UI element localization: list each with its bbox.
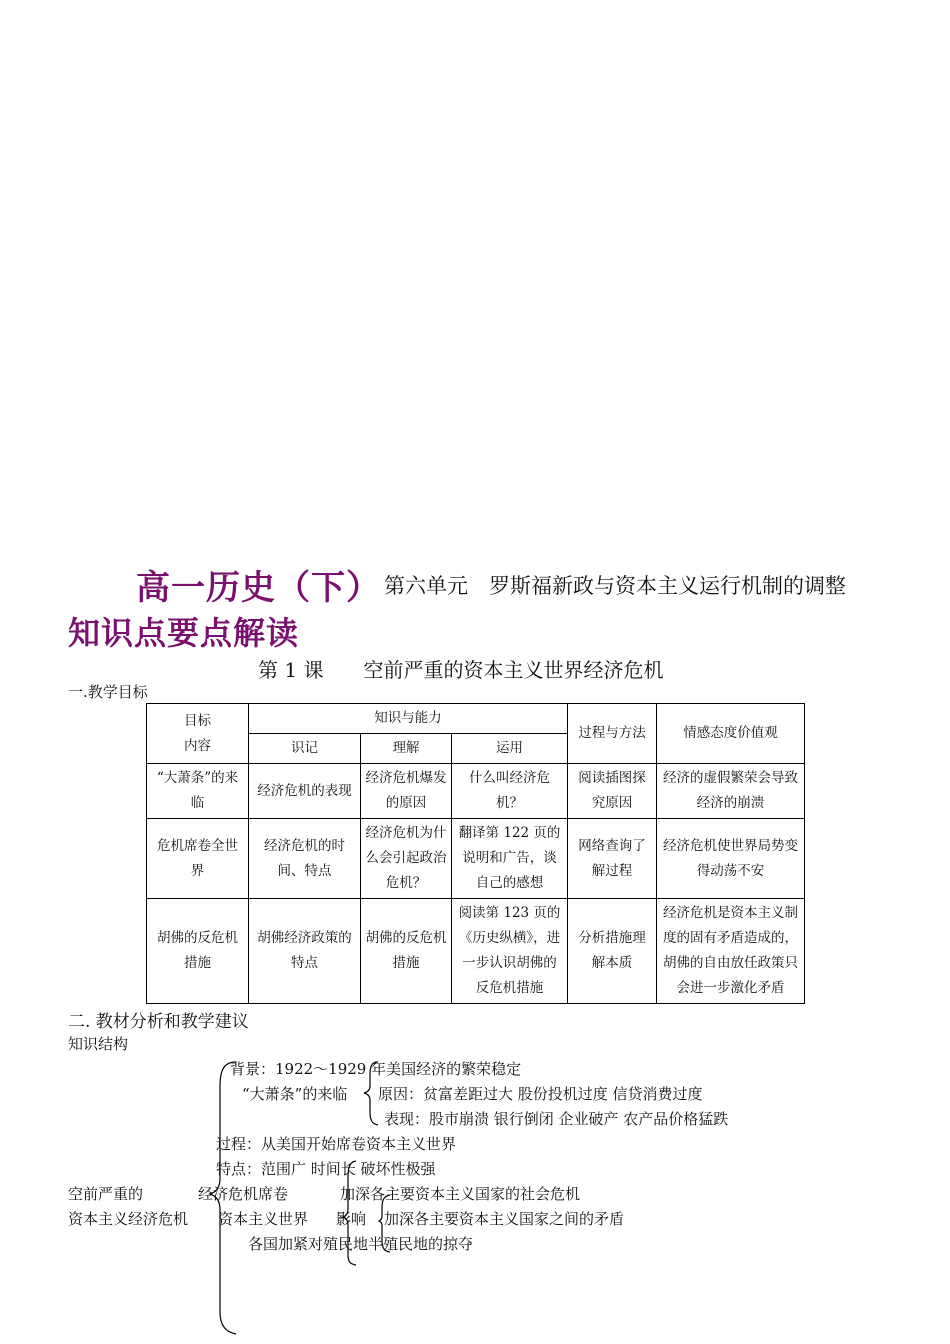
cell-understand: 经济危机为什么会引起政治危机？ <box>361 819 452 899</box>
cell-emotion: 经济的虚假繁荣会导致经济的崩溃 <box>657 764 805 819</box>
structure-effect2: 加深各主要资本主义国家之间的矛盾 <box>384 1210 625 1228</box>
structure-sweep-line2: 资本主义世界 <box>218 1210 309 1228</box>
structure-process: 过程：从美国开始席卷资本主义世界 <box>216 1135 457 1153</box>
structure-influence: 影响 <box>336 1210 367 1228</box>
header-cell-knowledge: 知识与能力 <box>249 704 568 734</box>
cell-emotion: 经济危机使世界局势变得动荡不安 <box>657 819 805 899</box>
section-heading-objectives: 一.教学目标 <box>68 683 148 701</box>
structure-cause: 原因：贫富差距过大 股份投机过度 信贷消费过度 <box>378 1085 703 1103</box>
cell-recall: 经济危机的表现 <box>249 764 361 819</box>
cell-recall: 胡佛经济政策的特点 <box>249 899 361 1004</box>
cell-apply: 翻译第 122 页的说明和广告，谈自己的感想 <box>452 819 568 899</box>
cell-understand: 经济危机爆发的原因 <box>361 764 452 819</box>
cell-apply: 阅读第 123 页的《历史纵横》，进一步认识胡佛的反危机措施 <box>452 899 568 1004</box>
header-cell-process: 过程与方法 <box>568 704 657 764</box>
header-cell-apply: 运用 <box>452 734 568 764</box>
structure-features: 特点：范围广 时间长 破坏性极强 <box>216 1160 436 1178</box>
cell-process: 分析措施理解本质 <box>568 899 657 1004</box>
structure-effect1: 加深各主要资本主义国家的社会危机 <box>340 1185 581 1203</box>
cell-recall: 经济危机的时间、特点 <box>249 819 361 899</box>
cell-emotion: 经济危机是资本主义制度的固有矛盾造成的，胡佛的自由放任政策只会进一步激化矛盾 <box>657 899 805 1004</box>
structure-coming: “大萧条”的来临 <box>242 1085 348 1103</box>
page-title: 高一历史（下） <box>136 568 381 608</box>
header-target-label: 目标 <box>184 712 211 729</box>
structure-root-line1: 空前严重的 <box>68 1185 144 1203</box>
cell-apply: 什么叫经济危机？ <box>452 764 568 819</box>
structure-label: 知识结构 <box>68 1035 129 1053</box>
header-cell-understand: 理解 <box>361 734 452 764</box>
structure-sweep-line1: 经济危机席卷 <box>198 1185 289 1203</box>
lesson-title: 第 1 课 空前严重的资本主义世界经济危机 <box>258 658 664 682</box>
header-cell-emotion: 情感态度价值观 <box>657 704 805 764</box>
structure-background: 背景：1922～1929 年美国经济的繁荣稳定 <box>230 1060 522 1078</box>
structure-root-line2: 资本主义经济危机 <box>68 1210 189 1228</box>
page-subtitle: 知识点要点解读 <box>68 614 300 652</box>
cell-understand: 胡佛的反危机措施 <box>361 899 452 1004</box>
structure-manifest: 表现：股市崩溃 银行倒闭 企业破产 农产品价格猛跌 <box>384 1110 729 1128</box>
cell-content: 危机席卷全世界 <box>147 819 249 899</box>
structure-effect3: 各国加紧对殖民地半殖民地的掠夺 <box>248 1235 474 1253</box>
cell-process: 网络查询了解过程 <box>568 819 657 899</box>
section-heading-analysis: 二. 教材分析和教学建议 <box>68 1012 249 1032</box>
header-content-label: 内容 <box>184 737 211 754</box>
cell-content: 胡佛的反危机措施 <box>147 899 249 1004</box>
cell-process: 阅读插图探究原因 <box>568 764 657 819</box>
header-cell-recall: 识记 <box>249 734 361 764</box>
unit-title: 第六单元 罗斯福新政与资本主义运行机制的调整 <box>384 574 846 598</box>
cell-content: “大萧条”的来临 <box>147 764 249 819</box>
